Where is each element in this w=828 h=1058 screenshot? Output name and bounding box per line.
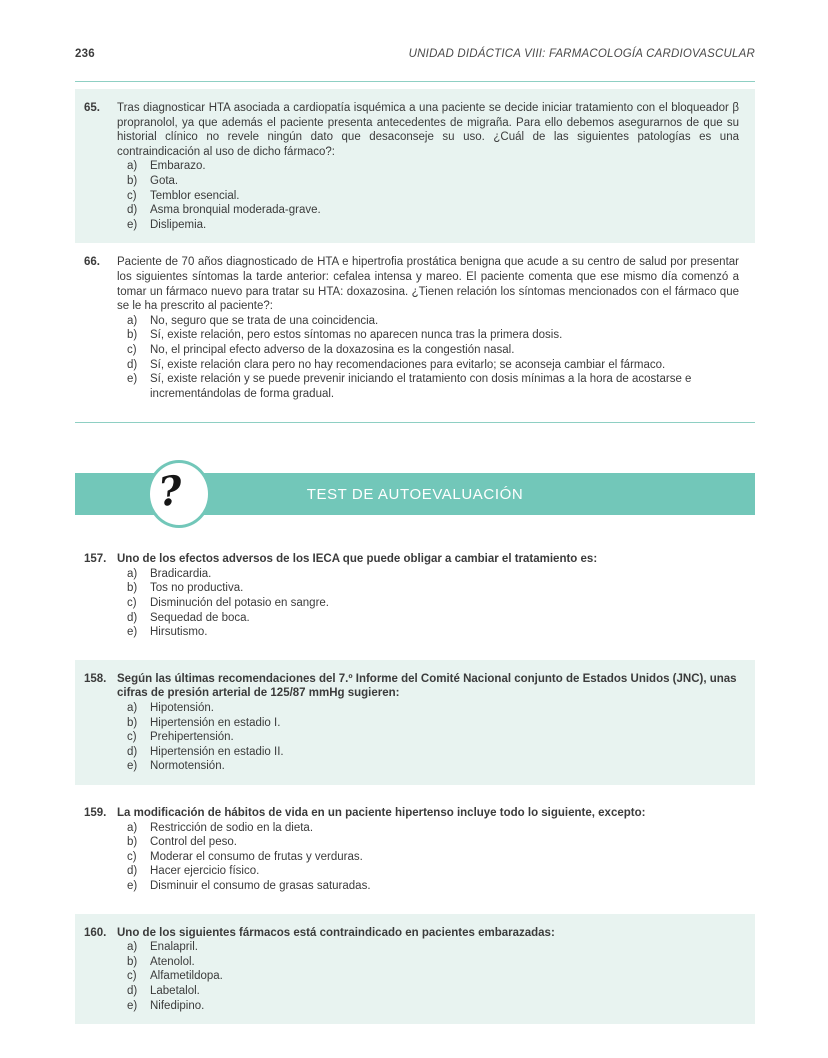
option-text: Hipotensión. — [150, 702, 214, 715]
question-number: 66. — [84, 256, 100, 269]
option-letter: e) — [127, 999, 138, 1012]
answer-options — [117, 940, 739, 1013]
option-letter: c) — [127, 189, 137, 202]
question-block — [75, 540, 755, 651]
option-text: Sí, existe relación y se puede prevenir iniciando el tratamiento con dosis mínimas a la hora de acostarse e incrementándolas de forma gradual. — [150, 373, 692, 400]
running-head: UNIDAD DIDÁCTICA VIII: FARMACOLOGÍA CARDIOVASCULAR — [408, 48, 755, 60]
answer-option — [117, 940, 739, 955]
option-text: Hipertensión en estadio I. — [150, 716, 281, 729]
option-letter: b) — [127, 174, 138, 187]
option-letter: d) — [127, 204, 138, 217]
answer-option — [117, 716, 739, 731]
option-letter: d) — [127, 358, 138, 371]
answer-option — [117, 759, 739, 774]
answer-option — [117, 969, 739, 984]
option-text: Enalapril. — [150, 941, 198, 954]
question-mark-icon: ? — [156, 467, 185, 517]
answer-option — [117, 611, 739, 626]
page-header — [75, 48, 755, 60]
option-text: No, seguro que se trata de una coincidencia. — [150, 314, 379, 327]
answer-option — [117, 701, 739, 716]
answer-option — [117, 730, 739, 745]
answer-option — [117, 358, 739, 373]
option-letter: b) — [127, 955, 138, 968]
option-letter: a) — [127, 702, 138, 715]
option-letter: e) — [127, 373, 138, 386]
answer-option — [117, 218, 739, 233]
answer-option — [117, 999, 739, 1014]
option-text: Control del peso. — [150, 836, 237, 849]
question-text: Tras diagnosticar HTA asociada a cardiopatía isquémica a una paciente se decide iniciar tratamiento con el bloqueador β propranolol, ya que además el paciente presenta antecedentes de migraña. Para ello debemos asegurarnos de que su historial clínico no revele ningún dato que desaconseje su uso. ¿Cuál de las siguientes patologías es una contraindicación al uso de dicho fármaco?: — [117, 102, 739, 158]
answer-option — [117, 625, 739, 640]
question-number: 157. — [84, 553, 107, 566]
answer-option — [117, 821, 739, 836]
answer-option — [117, 328, 739, 343]
section-divider — [75, 422, 755, 423]
answer-options — [117, 314, 739, 402]
answer-option — [117, 203, 739, 218]
option-letter: d) — [127, 984, 138, 997]
unit-questions-section — [75, 89, 755, 412]
question-text: Paciente de 70 años diagnosticado de HTA e hipertrofia prostática benigna que acude a su centro de salud por presentar los siguientes síntomas la tarde anterior: cefalea intensa y mareo. El paciente comenta que ese mismo día comenzó a tomar un fármaco nuevo para tratar su HTA: doxazosina. ¿Tienen relación los síntomas mencionados con el fármaco que se le ha prescrito al paciente?: — [117, 256, 739, 313]
question-text: Uno de los efectos adversos de los IECA que puede obligar a cambiar el tratamiento es: — [117, 553, 598, 566]
option-text: Nifedipino. — [150, 999, 205, 1012]
answer-option — [117, 314, 739, 329]
answer-option — [117, 596, 739, 611]
option-letter: b) — [127, 836, 138, 849]
self-assessment-banner — [75, 467, 755, 517]
answer-option — [117, 189, 739, 204]
option-letter: d) — [127, 745, 138, 758]
answer-option — [117, 984, 739, 999]
banner-title: TEST DE AUTOEVALUACIÓN — [306, 485, 524, 503]
page-number: 236 — [75, 48, 95, 60]
option-text: Hirsutismo. — [150, 626, 208, 639]
option-text: No, el principal efecto adverso de la doxazosina es la congestión nasal. — [150, 343, 515, 356]
option-text: Embarazo. — [150, 160, 206, 173]
option-letter: a) — [127, 160, 138, 173]
question-number: 160. — [84, 926, 107, 939]
option-letter: e) — [127, 760, 138, 773]
answer-option — [117, 864, 739, 879]
answer-option — [117, 567, 739, 582]
answer-option — [117, 372, 739, 401]
question-block — [75, 660, 755, 785]
option-text: Hacer ejercicio físico. — [150, 865, 260, 878]
option-text: Labetalol. — [150, 984, 200, 997]
question-text: La modificación de hábitos de vida en un paciente hipertenso incluye todo lo siguiente, excepto: — [117, 807, 646, 819]
option-text: Alfametildopa. — [150, 970, 223, 983]
question-text: Uno de los siguientes fármacos está contraindicado en pacientes embarazadas: — [117, 926, 555, 939]
answer-options — [117, 701, 739, 774]
answer-options — [117, 567, 739, 640]
answer-option — [117, 850, 739, 865]
answer-option — [117, 745, 739, 760]
answer-option — [117, 835, 739, 850]
option-text: Moderar el consumo de frutas y verduras. — [150, 850, 363, 863]
option-text: Gota. — [150, 174, 179, 187]
question-text: Según las últimas recomendaciones del 7.º Informe del Comité Nacional conjunto de Estados Unidos (JNC), unas cifras de presión arterial de 125/87 mmHg sugieren: — [117, 672, 737, 700]
option-letter: a) — [127, 314, 138, 327]
option-text: Temblor esencial. — [150, 189, 240, 202]
option-letter: c) — [127, 343, 137, 356]
option-text: Normotensión. — [150, 760, 225, 773]
option-letter: b) — [127, 582, 138, 595]
question-block — [75, 89, 755, 243]
option-letter: e) — [127, 879, 138, 892]
answer-option — [117, 581, 739, 596]
option-text: Sequedad de boca. — [150, 611, 250, 624]
option-letter: a) — [127, 567, 138, 580]
option-text: Dislipemia. — [150, 218, 207, 231]
option-letter: a) — [127, 821, 138, 834]
option-letter: a) — [127, 941, 138, 954]
test-questions-section — [75, 540, 755, 1024]
option-text: Asma bronquial moderada-grave. — [150, 204, 321, 217]
option-text: Bradicardia. — [150, 567, 212, 580]
option-text: Tos no productiva. — [150, 582, 244, 595]
option-text: Disminuir el consumo de grasas saturadas. — [150, 879, 371, 892]
question-block — [75, 914, 755, 1025]
question-number: 159. — [84, 807, 107, 819]
answer-options — [117, 821, 739, 894]
option-letter: c) — [127, 970, 137, 983]
option-letter: c) — [127, 597, 137, 610]
option-letter: b) — [127, 329, 138, 342]
question-block — [75, 243, 755, 412]
option-letter: b) — [127, 716, 138, 729]
option-letter: d) — [127, 865, 138, 878]
answer-option — [117, 174, 739, 189]
question-block — [75, 794, 755, 905]
option-letter: e) — [127, 218, 138, 231]
question-number: 158. — [84, 672, 107, 685]
option-text: Sí, existe relación, pero estos síntomas no aparecen nunca tras la primera dosis. — [150, 329, 563, 342]
option-text: Disminución del potasio en sangre. — [150, 597, 329, 610]
question-mark-badge — [147, 460, 211, 528]
option-text: Sí, existe relación clara pero no hay recomendaciones para evitarlo; se aconseja cambiar el fármaco. — [150, 358, 666, 371]
option-letter: c) — [127, 731, 137, 744]
answer-option — [117, 879, 739, 894]
question-number: 65. — [84, 102, 100, 114]
answer-options — [117, 159, 739, 232]
option-text: Prehipertensión. — [150, 731, 234, 744]
answer-option — [117, 343, 739, 358]
answer-option — [117, 955, 739, 970]
option-letter: d) — [127, 611, 138, 624]
option-text: Atenolol. — [150, 955, 195, 968]
header-divider — [75, 81, 755, 82]
option-letter: e) — [127, 626, 138, 639]
option-text: Hipertensión en estadio II. — [150, 745, 284, 758]
option-text: Restricción de sodio en la dieta. — [150, 821, 314, 834]
option-letter: c) — [127, 850, 137, 863]
answer-option — [117, 159, 739, 174]
